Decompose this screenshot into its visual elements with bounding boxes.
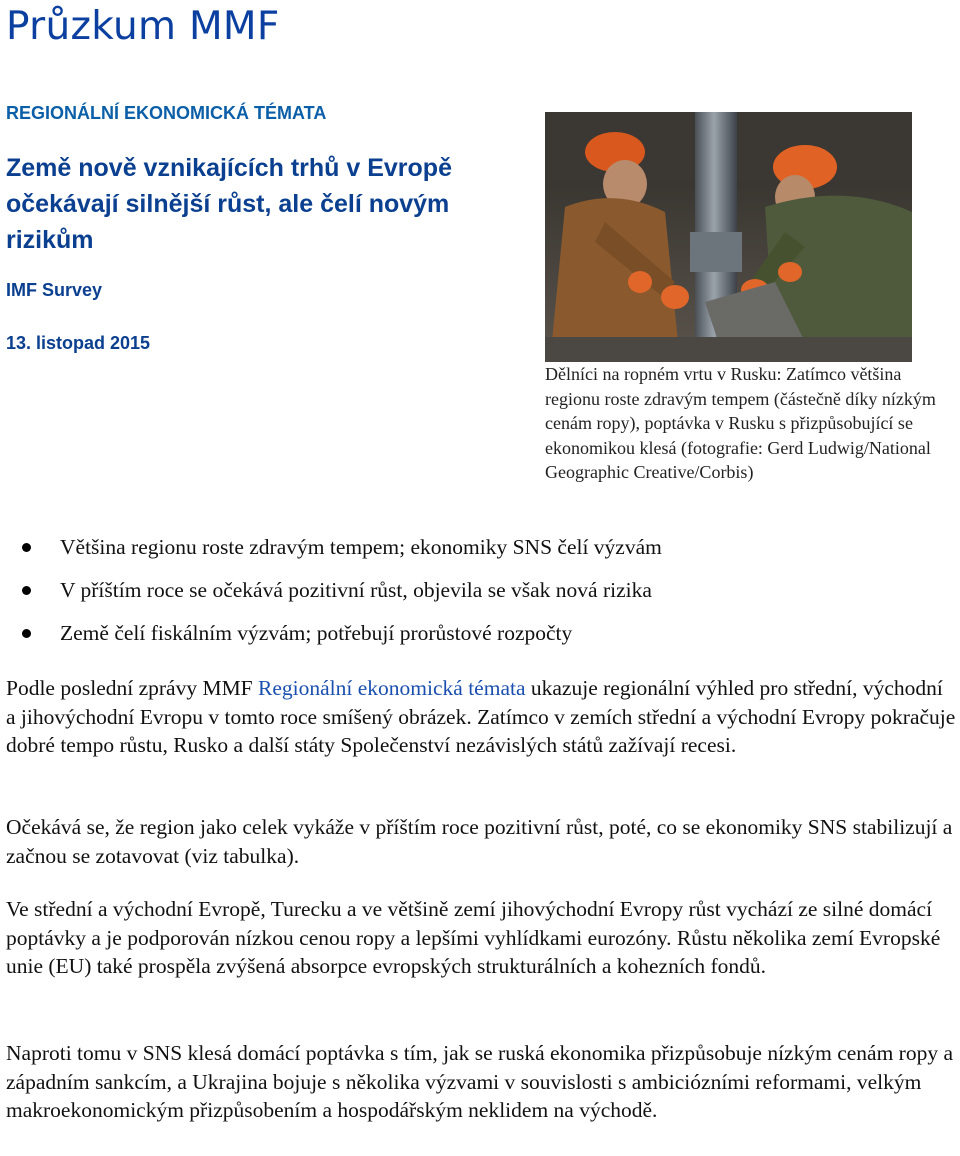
paragraph: Podle poslední zprávy MMF Regionální ekonomická témata ukazuje regionální výhled pro střední, východní a jihovýchodní Evropu v tomto roce smíšený obrázek. Zatímco v zemích střední a východní Evropy pokračuje dobré tempo růstu, Rusko a další státy Společenství nezávislých států zažívají recesi. — [6, 676, 956, 758]
bullet-icon — [22, 629, 31, 638]
article-headline: Země nově vznikajících trhů v Evropě očekávají silnější růst, ale čelí novým rizikům — [6, 154, 452, 254]
key-points-list — [20, 531, 662, 660]
bullet-icon — [22, 543, 31, 552]
list-item: V příštím roce se očekává pozitivní růst, objevila se však nová rizika — [20, 574, 662, 617]
paragraph: Naproti tomu v SNS klesá domácí poptávka s tím, jak se ruská ekonomika přizpůsobuje nízkým cenám ropy a západním sankcím, a Ukrajina bojuje s několika výzvami v souvislosti s ambiciózními reformami, velkým makroekonomickým přizpůsobením a hospodářským neklidem na východě. — [6, 1041, 953, 1123]
paragraph: Očekává se, že region jako celek vykáže v příštím roce pozitivní růst, poté, co se ekonomiky SNS stabilizují a začnou se zotavovat (viz tabulka). — [6, 815, 953, 868]
page-title: Průzkum MMF — [6, 4, 280, 49]
list-item: Většina regionu roste zdravým tempem; ekonomiky SNS čelí výzvám — [20, 531, 662, 574]
photo-caption: Dělníci na ropném vrtu v Rusku: Zatímco většina regionu roste zdravým tempem (částečně díky nízkým cenám ropy), poptávka v Rusku s přizpůsobující se ekonomikou klesá (fotografie: Gerd Ludwig/National Geographic Creative/Corbis) — [545, 364, 936, 482]
list-item: Země čelí fiskálním výzvám; potřebují prorůstové rozpočty — [20, 617, 662, 660]
category-label: REGIONÁLNÍ EKONOMICKÁ TÉMATA — [6, 103, 327, 123]
paragraph: Ve střední a východní Evropě, Turecku a ve většině zemí jihovýchodní Evropy růst vychází ze silné domácí poptávky a je podporován nízkou cenou ropy a lepšími vyhlídkami eurozóny. Růstu několika zemí Evropské unie (EU) také prospěla zvýšená absorpce evropských strukturálních a kohezních fondů. — [6, 897, 941, 979]
oil-workers-photo — [545, 112, 912, 362]
regional-report-link[interactable]: Regionální ekonomická témata — [258, 676, 526, 700]
bullet-icon — [22, 586, 31, 595]
publish-date: 13. listopad 2015 — [6, 333, 151, 353]
source-label: IMF Survey — [6, 280, 103, 300]
